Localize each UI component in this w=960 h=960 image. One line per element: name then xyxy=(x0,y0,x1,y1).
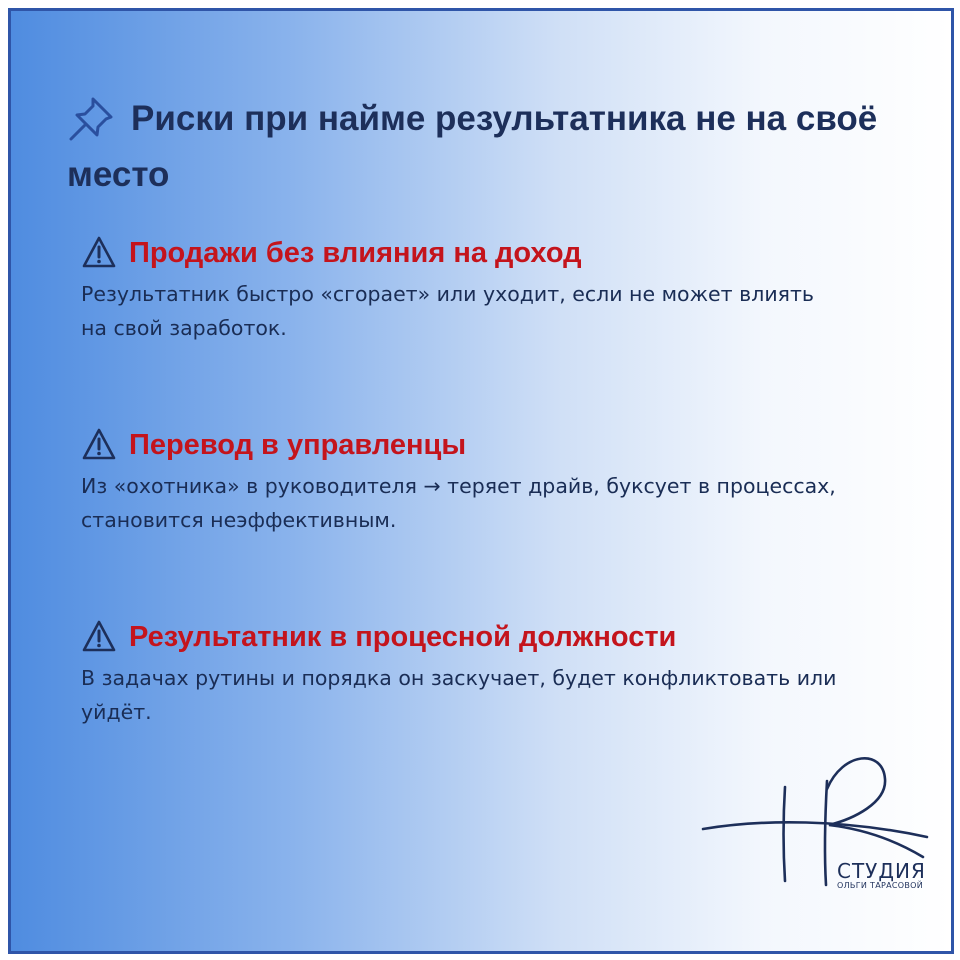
risk-description: Из «охотника» в руководителя → теряет драйв, буксует в процессах, становится неэффективным. xyxy=(81,474,836,532)
risk-section-management xyxy=(81,425,861,537)
risk-heading: Перевод в управленцы xyxy=(129,429,467,461)
risk-section-process-role xyxy=(81,617,861,729)
risk-description: Результатник быстро «сгорает» или уходит, если не может влиять на свой заработок. xyxy=(81,282,814,340)
risk-heading-row xyxy=(81,617,861,661)
title-row xyxy=(67,91,887,203)
risk-heading-row xyxy=(81,233,861,277)
logo-subtitle: ОЛЬГИ ТАРАСОВОЙ xyxy=(837,881,924,890)
pushpin-icon xyxy=(67,95,117,143)
warning-icon xyxy=(81,619,117,653)
risk-description: В задачах рутины и порядка он заскучает, будет конфликтовать или уйдёт. xyxy=(81,666,837,724)
risk-heading-row xyxy=(81,425,861,469)
risk-heading: Результатник в процесной должности xyxy=(129,621,677,653)
warning-icon xyxy=(81,427,117,461)
risk-heading: Продажи без влияния на доход xyxy=(129,237,582,269)
warning-icon xyxy=(81,235,117,269)
risk-section-sales xyxy=(81,233,861,345)
page-title: Риски при найме результатника не на своё место xyxy=(67,99,878,194)
logo-name: СТУДИЯ xyxy=(837,859,926,883)
post-card xyxy=(8,8,954,954)
